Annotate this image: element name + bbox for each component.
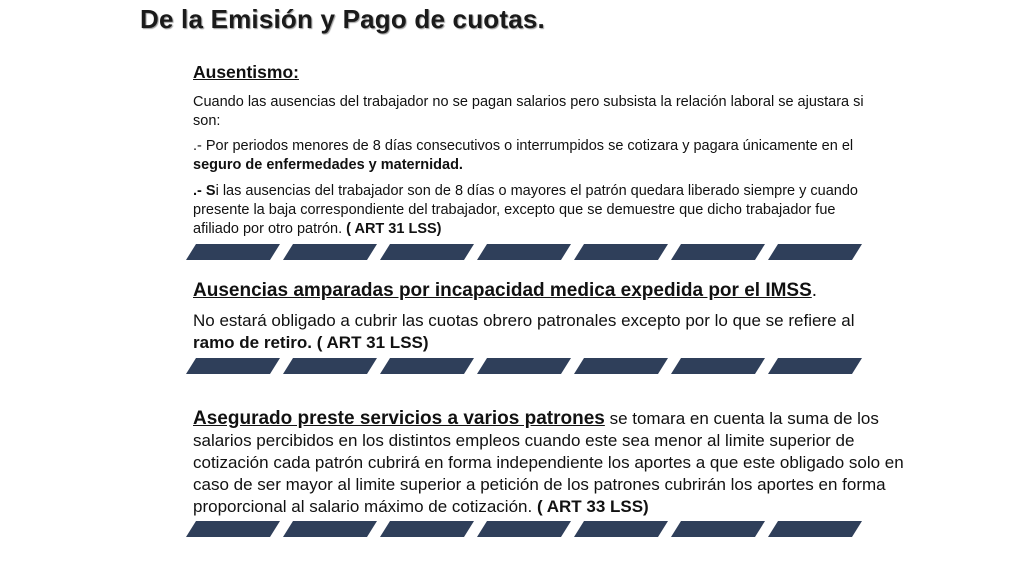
divider-segment: [477, 521, 571, 537]
divider-segment: [380, 358, 474, 374]
ausentismo-item-1-text: .- Por periodos menores de 8 días consecutivos o interrumpidos se cotizara y pagara únicamente en el: [193, 138, 854, 154]
divider-stripes: [186, 244, 866, 260]
divider-segment: [671, 244, 765, 260]
varios-patrones-body: se tomara en cuenta la suma de los salarios percibidos en los distintos empleos cuando este sea menor al limite superior de cotización cada patrón cubrirá en forma independiente los aportes a que este obligado solo en caso de ser mayor al limite superior a petición de los patrones cubrirán los aportes en forma proporcional al salario máximo de cotización.: [193, 409, 904, 516]
incapacidad-body-text: No estará obligado a cubrir las cuotas obrero patronales excepto por lo que se refiere al: [193, 311, 855, 330]
divider-segment: [768, 244, 862, 260]
varios-patrones-ref: ( ART 33 LSS): [536, 497, 649, 516]
incapacidad-heading-tail: .: [811, 280, 818, 301]
ausentismo-intro: Cuando las ausencias del trabajador no se pagan salarios pero subsista la relación laboral se ajustara si son:: [193, 94, 864, 129]
divider-segment: [574, 244, 668, 260]
slide-title: De la Emisión y Pago de cuotas.: [140, 4, 545, 34]
incapacidad-body-bold: ramo de retiro. ( ART 31 LSS): [193, 333, 429, 352]
varios-patrones-paragraph: [193, 408, 913, 518]
divider-segment: [768, 358, 862, 374]
ausentismo-item-2: [193, 182, 873, 239]
ausentismo-heading: Ausentismo:: [193, 62, 299, 82]
ausentismo-item-2-ref: ( ART 31 LSS): [346, 221, 442, 237]
divider-segment: [186, 358, 280, 374]
ausentismo-item-1-bold: seguro de enfermedades y maternidad.: [193, 157, 463, 173]
divider-segment: [768, 521, 862, 537]
divider-segment: [477, 244, 571, 260]
divider-segment: [574, 521, 668, 537]
incapacidad-body: [193, 310, 883, 354]
divider-3: [186, 521, 866, 537]
divider-segment: [186, 244, 280, 260]
divider-1: [186, 244, 866, 260]
divider-segment: [283, 244, 377, 260]
divider-segment: [283, 358, 377, 374]
varios-patrones-heading: Asegurado preste servicios a varios patrones: [193, 408, 605, 429]
divider-stripes: [186, 358, 866, 374]
ausentismo-item-2-text: i las ausencias del trabajador son de 8 días o mayores el patrón quedara liberado siempre y cuando presente la baja correspondiente del trabajador, excepto que se demuestre que dicho trabajador fue afiliado por otro patrón.: [193, 183, 858, 237]
divider-segment: [574, 358, 668, 374]
divider-stripes: [186, 521, 866, 537]
divider-segment: [283, 521, 377, 537]
divider-segment: [380, 244, 474, 260]
ausentismo-item-2-prefix: .- S: [193, 183, 216, 199]
divider-segment: [186, 521, 280, 537]
ausentismo-item-1: [193, 137, 873, 175]
divider-2: [186, 358, 866, 374]
divider-segment: [671, 358, 765, 374]
divider-segment: [671, 521, 765, 537]
divider-segment: [477, 358, 571, 374]
incapacidad-heading: [193, 280, 817, 302]
divider-segment: [380, 521, 474, 537]
incapacidad-heading-text: Ausencias amparadas por incapacidad medica expedida por el IMSS: [193, 280, 812, 301]
